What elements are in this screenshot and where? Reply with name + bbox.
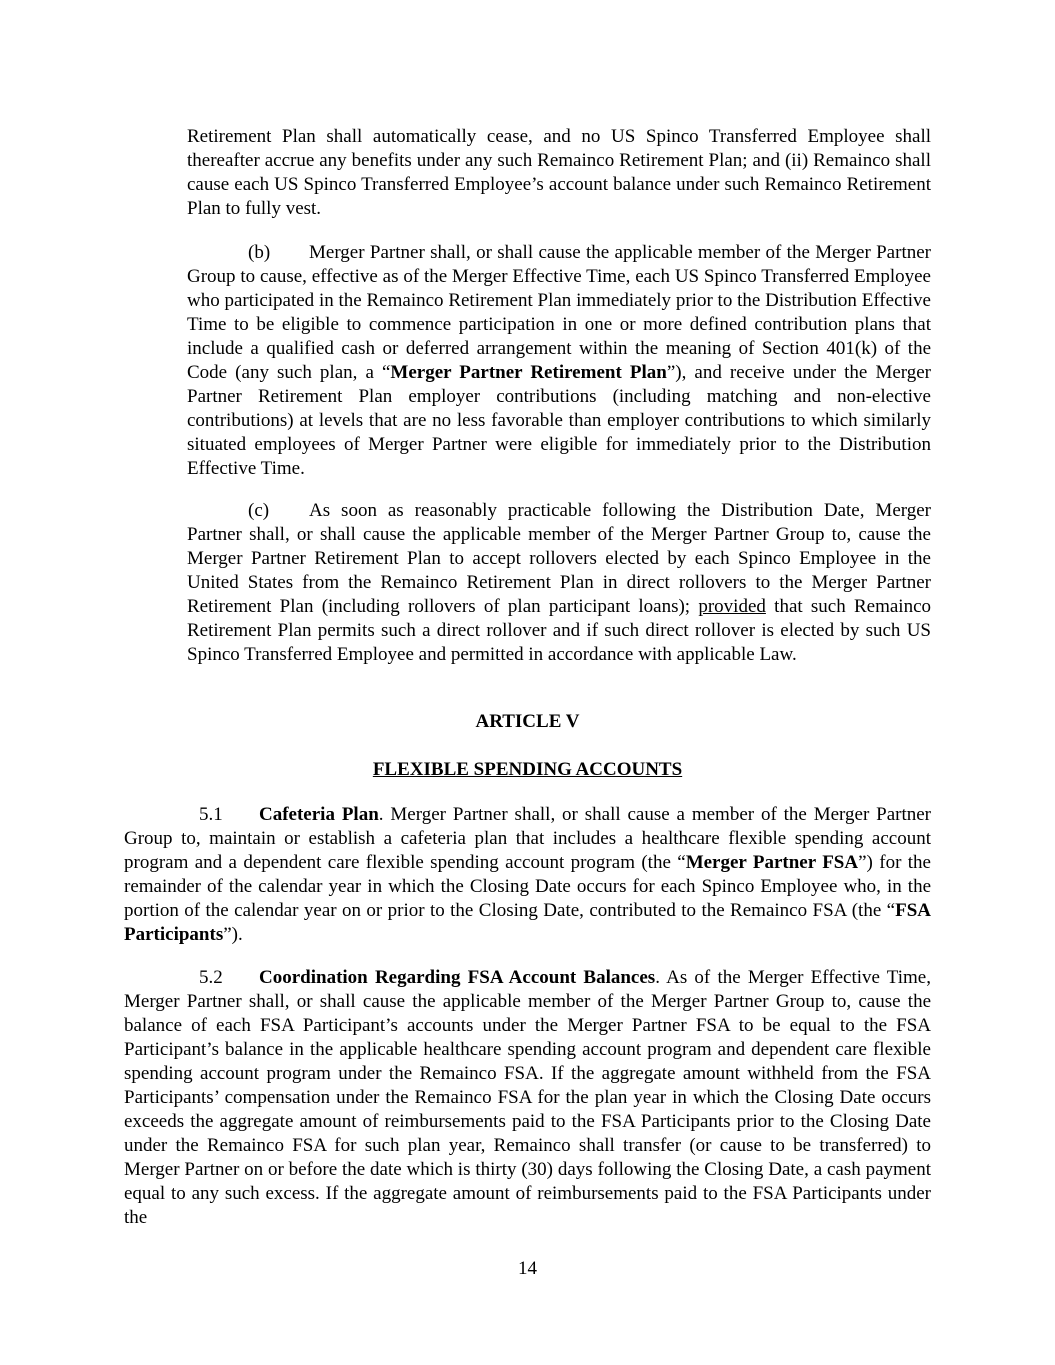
section-5-2-title: Coordination Regarding FSA Account Balances xyxy=(259,967,656,988)
section-5-2-text: . As of the Merger Effective Time, Merger Partner shall, or shall cause the applicable member of the Merger Partner Group to, cause the balance of each FSA Participant’s accounts under the Merger Partner FSA to be equal to the FSA Participant’s balance in the applicable healthcare spending account program and dependent care flexible spending account program under the Remainco FSA. If the aggregate amount withheld from the FSA Participants’ compensation under the Remainco FSA for the plan year in which the Closing Date occurs exceeds the aggregate amount of reimbursements paid to the FSA Participants prior to the Closing Date under the Remainco FSA for such plan year, Remainco shall transfer (or cause to be transferred) to Merger Partner on or before the date which is thirty (30) days following the Closing Date, a cash payment equal to any such excess. If the aggregate amount of reimbursements paid to the FSA Participants under the xyxy=(124,967,931,1228)
paragraph-c-label: (c) xyxy=(248,500,270,521)
paragraph-b xyxy=(187,241,931,481)
paragraph-b-text-1: Merger Partner shall, or shall cause the applicable member of the Merger Partner Group to cause, effective as of the Merger Effective Time, each US Spinco Transferred Employee who participated in the Remainco Retirement Plan immediately prior to the Distribution Effective Time to be eligible to commence participation in one or more defined contribution plans that include a qualified cash or deferred arrangement within the meaning of Section 401(k) of the Code (any such plan, a “ xyxy=(187,242,931,383)
article-title: FLEXIBLE SPENDING ACCOUNTS xyxy=(372,759,683,780)
paragraph-b-defined-term: Merger Partner Retirement Plan xyxy=(390,362,667,383)
paragraph-continuation xyxy=(187,125,931,221)
paragraph-b-label: (b) xyxy=(248,242,271,263)
paragraph-continuation-text: Retirement Plan shall automatically cease, and no US Spinco Transferred Employee shall thereafter accrue any benefits under any such Remainco Retirement Plan; and (ii) Remainco shall cause each US Spinco Transferred Employee’s account balance under such Remainco Retirement Plan to fully vest. xyxy=(187,126,931,219)
section-5-1-text-1: . Merger Partner shall, or shall cause a member of the Merger Partner Group to, maintain or establish a cafeteria plan that includes a healthcare flexible spending account program and a dependent care flexible spending account program (the “ xyxy=(124,804,932,873)
section-5-2 xyxy=(124,966,931,1230)
section-5-1 xyxy=(124,803,931,947)
section-5-2-number: 5.2 xyxy=(199,967,223,988)
section-5-1-text-2: ”) for the remainder of the calendar year in which the Closing Date occurs for each Spinco Employee who, in the portion of the calendar year on or prior to the Closing Date, contributed to the Remainco FSA (the “ xyxy=(124,852,931,921)
paragraph-b-text-2: ”), and receive under the Merger Partner Retirement Plan employer contributions (including matching and non-elective contributions) at levels that are no less favorable than employer contributions to which similarly situated employees of Merger Partner were eligible for immediately prior to the Distribution Effective Time. xyxy=(187,362,932,479)
paragraph-c-underlined-term: provided xyxy=(698,596,766,617)
section-5-1-number: 5.1 xyxy=(199,804,223,825)
paragraph-c xyxy=(187,499,931,667)
section-5-1-title: Cafeteria Plan xyxy=(259,804,379,825)
section-5-1-text-3: ”). xyxy=(223,924,243,945)
page-number: 14 xyxy=(518,1258,537,1279)
paragraph-c-text-2: that such Remainco Retirement Plan permits such a direct rollover and if such direct rollover is elected by such US Spinco Transferred Employee and permitted in accordance with applicable Law. xyxy=(187,596,932,665)
paragraph-c-text-1: As soon as reasonably practicable following the Distribution Date, Merger Partner shall, or shall cause the applicable member of the Merger Partner Group to, cause the Merger Partner Retirement Plan to accept rollovers elected by each Spinco Employee in the United States from the Remainco Retirement Plan in direct rollovers to the Merger Partner Retirement Plan (including rollovers of plan participant loans); xyxy=(187,500,931,617)
section-5-1-defined-term-2: FSA Participants xyxy=(124,900,931,945)
article-heading: ARTICLE V xyxy=(475,711,580,732)
section-5-1-defined-term-1: Merger Partner FSA xyxy=(685,852,859,873)
